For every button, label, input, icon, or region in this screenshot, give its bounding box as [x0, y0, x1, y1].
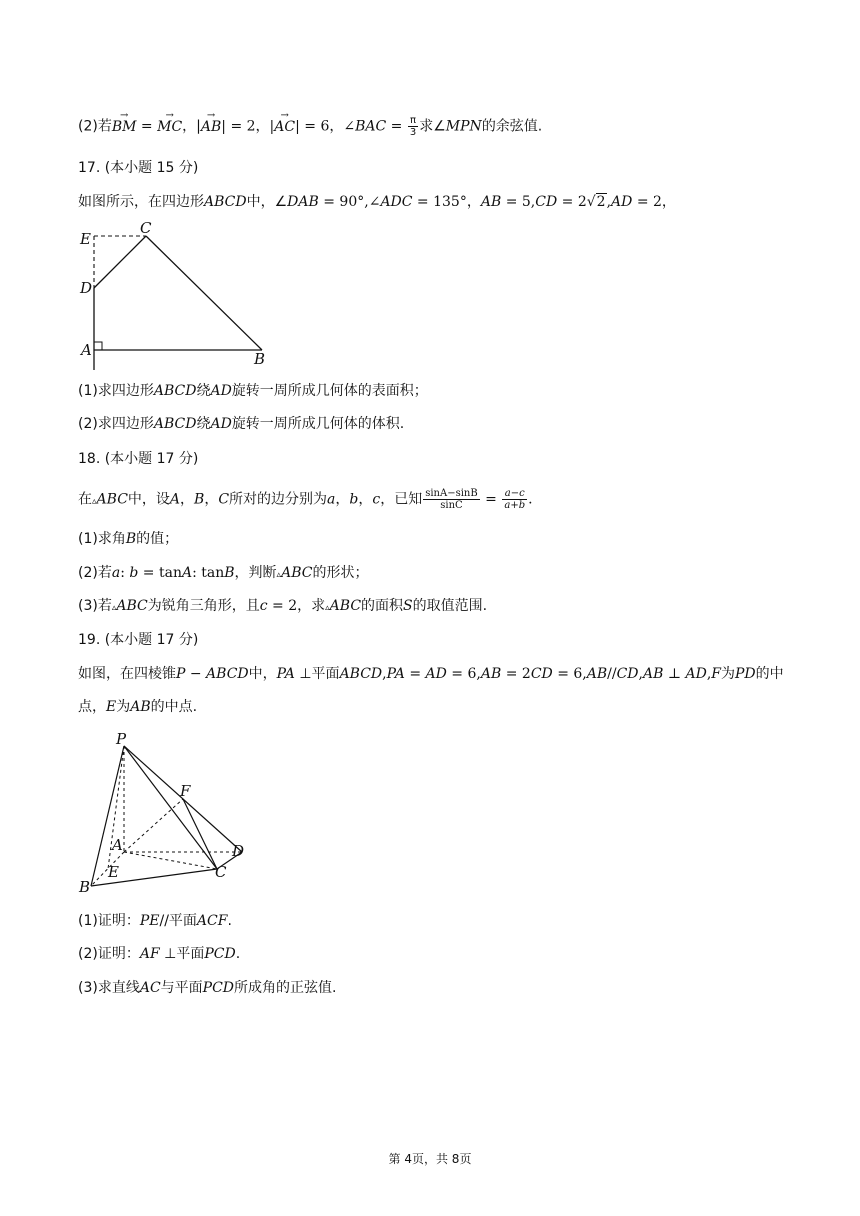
text: (2)证明： — [78, 946, 140, 962]
text: : tan — [192, 565, 225, 581]
q18-stem — [78, 488, 533, 512]
text: : — [120, 565, 130, 581]
right-angle-mark — [94, 342, 102, 350]
vector-mc: → MC — [157, 117, 182, 137]
q19-part2 — [78, 944, 240, 964]
math: CD — [616, 666, 639, 682]
math: ABC — [116, 598, 148, 614]
q17-part2 — [78, 414, 404, 434]
math: PE — [139, 913, 160, 929]
text: ， — [358, 491, 373, 508]
math: AD — [210, 416, 232, 432]
text: . — [227, 913, 232, 929]
math: PCD — [204, 946, 236, 962]
q19-header: 19. (本小题 17 分) — [78, 632, 199, 648]
text: , — [382, 666, 387, 682]
math: c — [259, 598, 268, 614]
text: (1)求四边形 — [78, 383, 154, 399]
q17-quadrilateral-figure — [74, 218, 284, 372]
math: E — [106, 699, 117, 715]
label-b: B — [254, 350, 266, 368]
text: , — [706, 666, 712, 682]
math: AB — [130, 699, 151, 715]
math: MPN — [445, 118, 482, 135]
numerator: π — [408, 115, 418, 127]
text: 的余弦值. — [481, 118, 543, 135]
text: (2)求四边形 — [78, 416, 154, 432]
math: F — [711, 666, 721, 682]
math: ABC — [281, 565, 313, 581]
triangle-symbol: ▵ — [325, 603, 330, 613]
math: ABCD — [153, 416, 197, 432]
triangle-symbol: ▵ — [111, 603, 117, 613]
q19-part1 — [78, 911, 232, 931]
q17-stem — [78, 192, 676, 212]
label-c: C — [140, 219, 152, 237]
text: 的中 — [755, 666, 784, 682]
text: 为锐角三角形，且 — [147, 598, 260, 614]
text: = 2 — [557, 194, 587, 210]
math: B — [125, 531, 137, 547]
numerator: sinA−sinB — [425, 488, 478, 499]
denominator: sinC — [440, 500, 463, 511]
text: 旋转一周所成几何体的表面积； — [231, 383, 428, 399]
math: AB — [586, 666, 608, 682]
math: a — [111, 565, 121, 581]
math: AB — [480, 666, 502, 682]
math: ABC — [329, 598, 362, 614]
text: 所成角的正弦值. — [234, 980, 337, 996]
page-footer: 第 4页，共 8页 — [388, 1152, 472, 1166]
text: 的形状； — [312, 565, 369, 581]
vector-bm: → BM — [112, 117, 137, 137]
q18-part1 — [78, 529, 178, 549]
math: PA — [386, 666, 405, 682]
text: 绕 — [196, 416, 211, 432]
q19-part3 — [78, 978, 336, 998]
fraction-sine-ratio — [423, 488, 480, 511]
side-dc — [94, 236, 146, 288]
math: a — [327, 491, 336, 508]
math: b — [349, 491, 359, 508]
text: 的面积 — [361, 598, 404, 614]
text: (1)证明： — [78, 913, 140, 929]
text: = tan — [138, 565, 182, 581]
text: 如图所示，在四边形 — [78, 194, 204, 210]
side-cb — [146, 236, 262, 350]
text: ，判断 — [234, 565, 277, 581]
q16-part2 — [78, 115, 542, 138]
text: 旋转一周所成几何体的体积. — [231, 416, 405, 432]
math: AD — [685, 666, 707, 682]
text: (2)若 — [78, 565, 112, 581]
text: 为 — [116, 699, 131, 715]
text: = 90°,∠ — [318, 194, 381, 210]
q18-header: 18. (本小题 17 分) — [78, 451, 199, 467]
text: | = 2，| — [221, 118, 275, 135]
math: c — [372, 491, 381, 508]
q19-stem-line2 — [78, 697, 197, 717]
text: ， — [204, 491, 219, 508]
math: AB — [642, 666, 664, 682]
text: 的取值范围. — [412, 598, 488, 614]
label-p: P — [116, 730, 127, 748]
math: PCD — [202, 980, 235, 996]
label-f: F — [180, 782, 191, 800]
math: PD — [734, 666, 756, 682]
edge-pc — [124, 746, 217, 869]
label-d: D — [80, 279, 93, 297]
math: B — [194, 491, 205, 508]
math: A — [169, 491, 181, 508]
math: A — [181, 565, 193, 581]
text: 所对的边分别为 — [229, 491, 328, 508]
math: S — [403, 598, 413, 614]
text: ， — [180, 491, 195, 508]
math: ABCD — [339, 666, 383, 682]
math: AB — [480, 194, 502, 210]
sqrt-sign: √ — [586, 194, 596, 210]
text: 中，设 — [127, 491, 170, 508]
text: 绕 — [196, 383, 211, 399]
segment-ac-hidden — [124, 852, 217, 869]
math: ADC — [380, 194, 413, 210]
text: ，| — [182, 118, 201, 135]
text: = 2 — [501, 666, 531, 682]
text: ，已知 — [380, 491, 423, 508]
segment-af-hidden — [124, 799, 183, 852]
text: 中，∠ — [246, 194, 288, 210]
label-c: C — [215, 863, 227, 881]
text: = — [386, 118, 407, 135]
fraction-side-ratio — [502, 488, 527, 511]
vector-ab: → AB — [201, 117, 221, 137]
text: 与平面 — [160, 980, 203, 996]
text: 为 — [720, 666, 735, 682]
text: ⊥ — [663, 666, 686, 682]
label-b: B — [79, 878, 91, 896]
q18-part2 — [78, 563, 368, 585]
math: BAC — [355, 118, 387, 135]
triangle-symbol: ▵ — [92, 496, 97, 507]
text: = — [136, 118, 158, 135]
text: 的值； — [136, 531, 179, 547]
math: DAB — [287, 194, 319, 210]
math: B — [224, 565, 235, 581]
text: = 135°， — [412, 194, 481, 210]
text: | = 6，∠ — [295, 118, 356, 135]
math: ABC — [96, 491, 128, 508]
text: 如图，在四棱锥 — [78, 666, 176, 682]
q19-pyramid-figure — [74, 728, 264, 898]
math: AD — [425, 666, 447, 682]
text: ， — [335, 491, 350, 508]
text: 的中点. — [150, 699, 198, 715]
math: PA — [276, 666, 295, 682]
math: CD — [530, 666, 553, 682]
fraction-pi-3 — [408, 115, 418, 138]
math: AD — [611, 194, 633, 210]
math: AD — [210, 383, 232, 399]
text: = 5, — [501, 194, 536, 210]
text: 点， — [78, 699, 106, 715]
text: , — [606, 194, 612, 210]
text: 中， — [248, 666, 277, 682]
math: AC — [139, 980, 161, 996]
text: = 6, — [446, 666, 481, 682]
text: (2)若 — [78, 118, 112, 135]
text: //平面 — [159, 913, 197, 929]
text: 求∠ — [419, 118, 446, 135]
numerator: a−c — [502, 488, 527, 500]
math: CD — [535, 194, 558, 210]
text: = 6, — [552, 666, 587, 682]
text: , — [638, 666, 643, 682]
math: ABCD — [204, 194, 247, 210]
text: (1)求角 — [78, 531, 126, 547]
denominator: a+b — [504, 500, 526, 511]
q17-header: 17. (本小题 15 分) — [78, 160, 199, 176]
text: ⊥平面 — [294, 666, 340, 682]
math: P − ABCD — [176, 666, 249, 682]
label-d: D — [232, 842, 245, 860]
label-e: E — [80, 230, 91, 248]
math: ABCD — [153, 383, 197, 399]
math: ACF — [196, 913, 228, 929]
text: // — [607, 666, 617, 682]
label-a: A — [112, 836, 123, 854]
segment-fc — [183, 799, 217, 869]
text: . — [235, 946, 241, 962]
q17-part1 — [78, 381, 428, 401]
text: (3)求直线 — [78, 980, 140, 996]
math: b — [129, 565, 139, 581]
text: = 2，求 — [267, 598, 326, 614]
text: = 2， — [632, 194, 676, 210]
label-a: A — [81, 341, 92, 359]
math: C — [218, 491, 230, 508]
text: = — [404, 666, 426, 682]
text: ⊥平面 — [159, 946, 205, 962]
text: (3)若 — [78, 598, 112, 614]
label-e: E — [108, 863, 119, 881]
triangle-symbol: ▵ — [276, 570, 282, 580]
vector-ac: → AC — [274, 117, 295, 137]
denominator: 3 — [409, 127, 417, 138]
q19-stem-line1 — [78, 664, 784, 684]
sqrt-radicand: 2 — [596, 194, 606, 210]
math: AF — [139, 946, 160, 962]
text: . — [528, 491, 533, 508]
q18-part3 — [78, 596, 487, 618]
text: 在 — [78, 491, 92, 508]
text: = — [480, 491, 502, 508]
